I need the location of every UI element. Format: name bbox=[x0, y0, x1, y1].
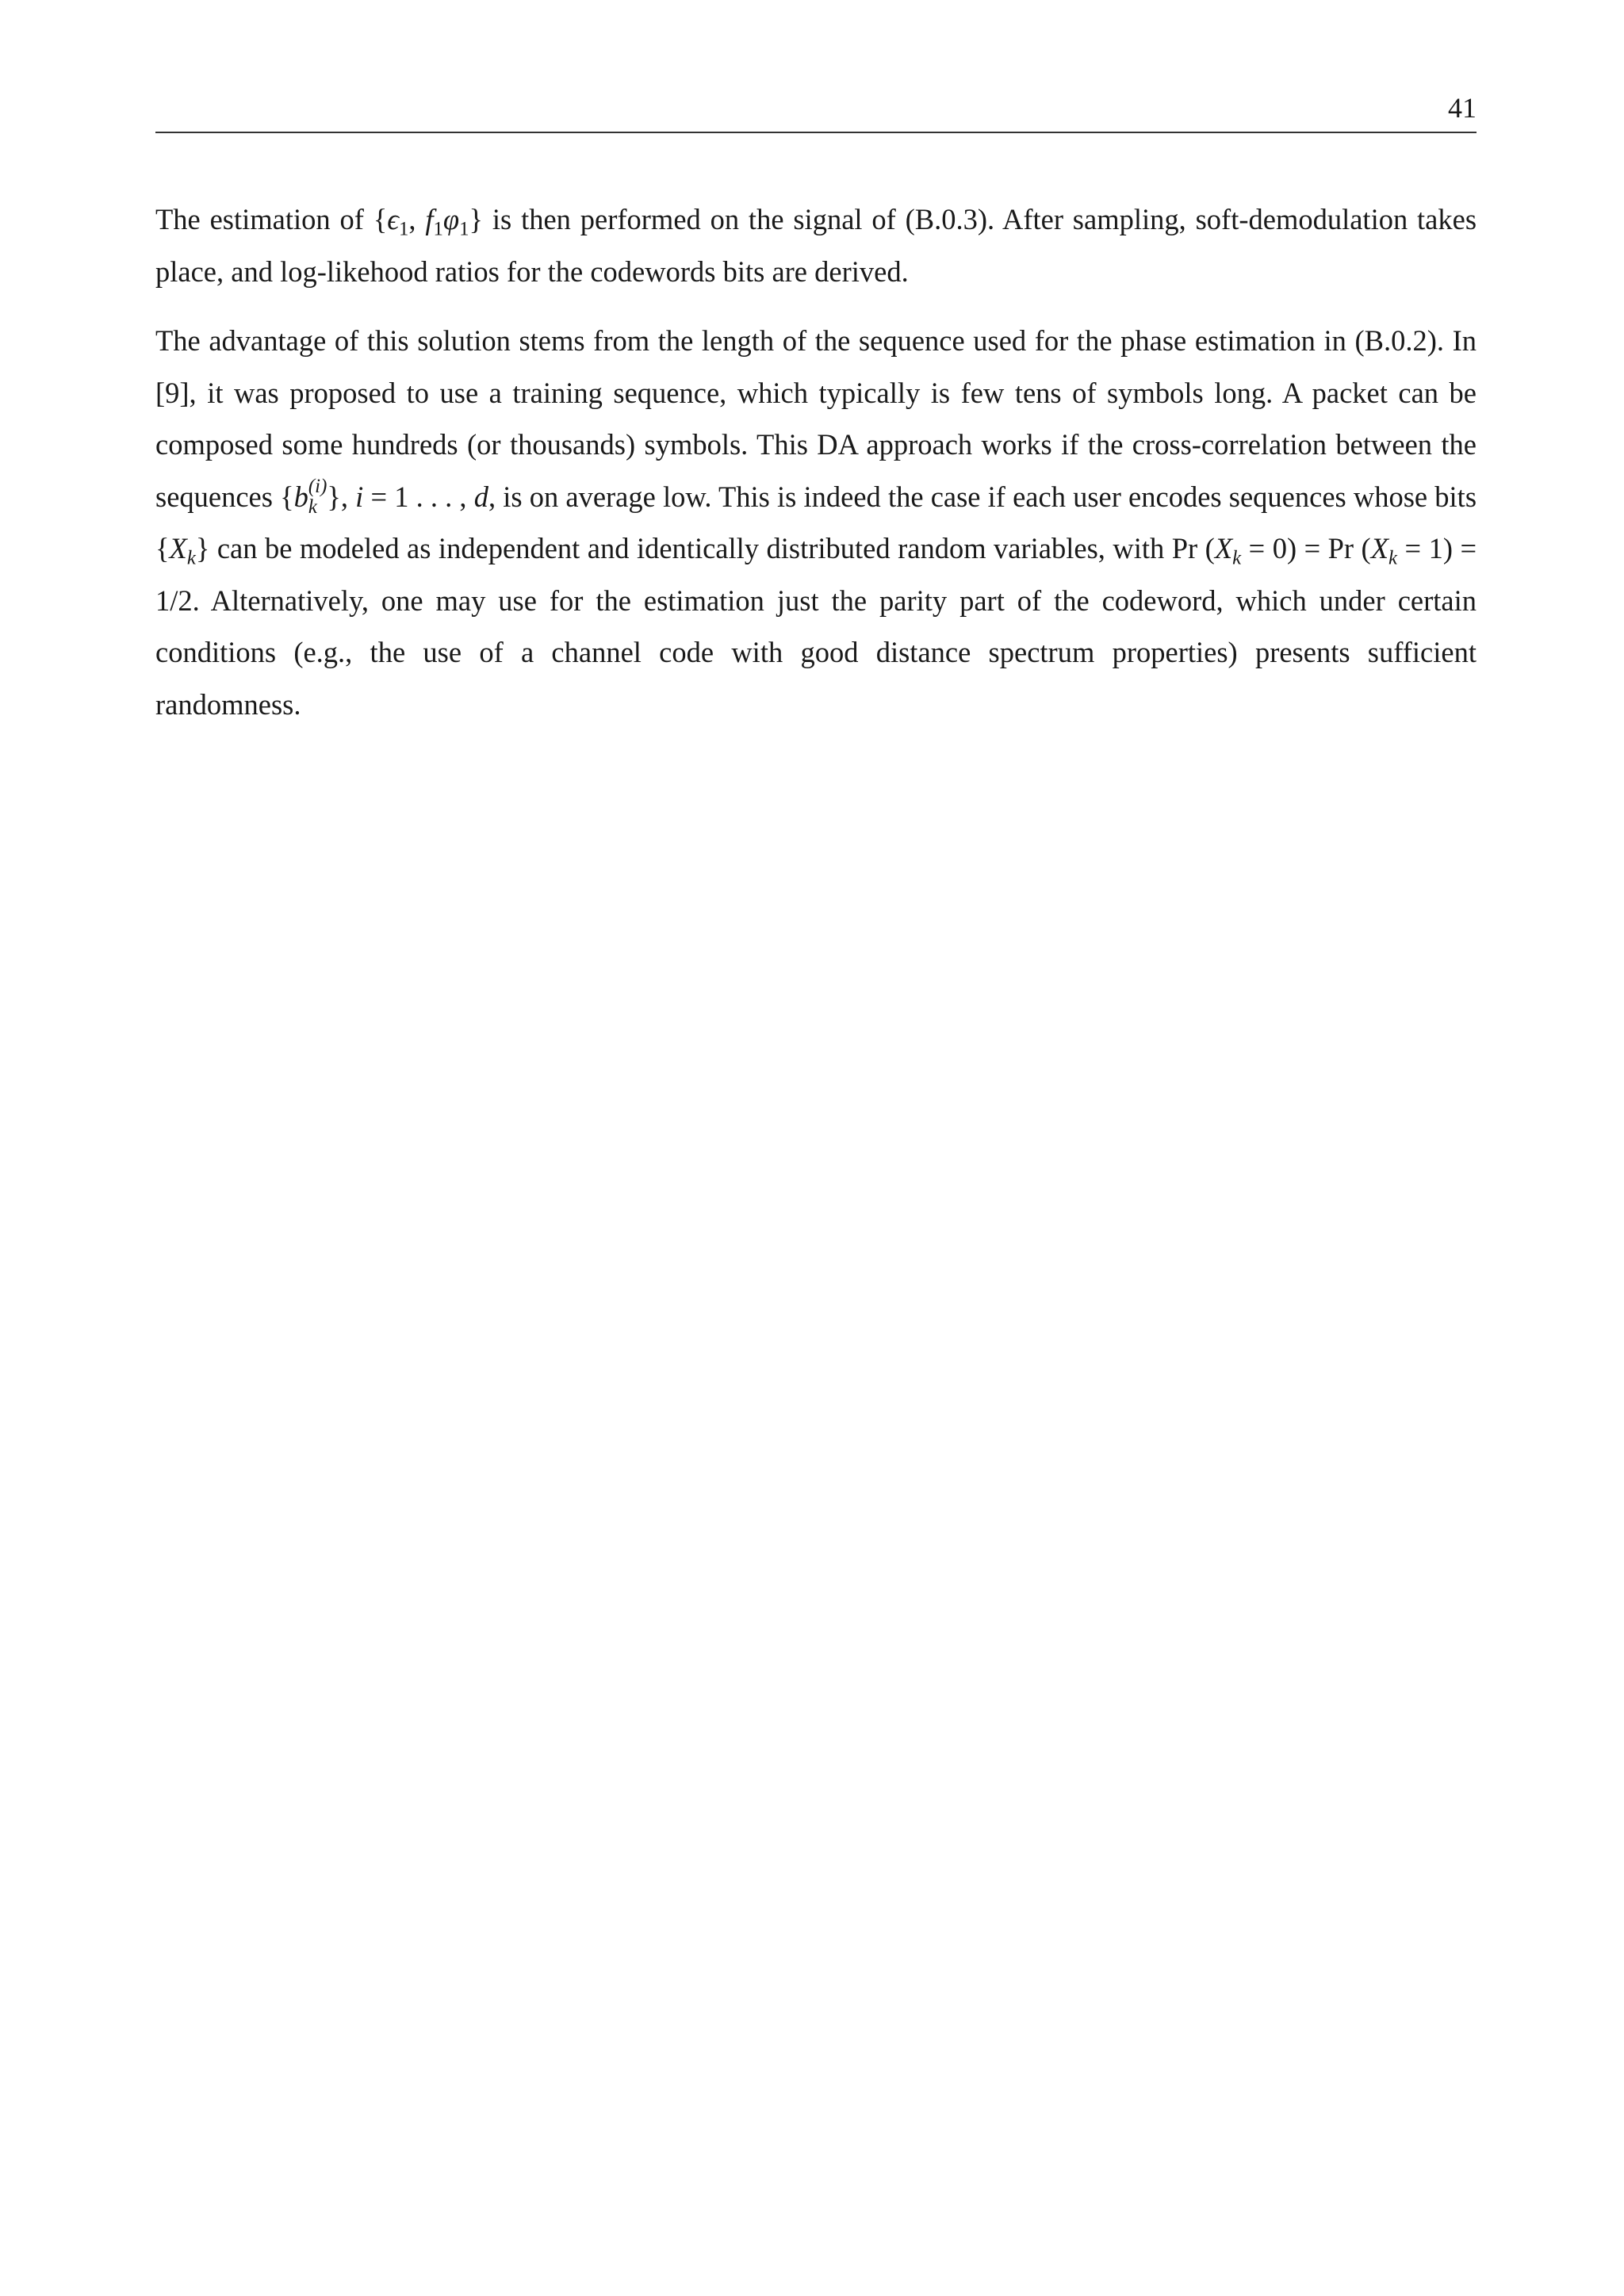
math-comma: , bbox=[408, 203, 426, 235]
math-brace-open: { bbox=[155, 532, 170, 564]
math-epsilon: ϵ bbox=[387, 203, 399, 235]
math-subscript: k bbox=[308, 496, 317, 519]
text-run: , bbox=[340, 480, 348, 513]
math-X: X bbox=[169, 532, 187, 564]
math-f: f bbox=[425, 203, 434, 235]
text-run: is then performed on the signal of (B.0.3). After sampling, soft-demodulation takes place, and log-likehood ratios for the codewords bits are derived. bbox=[155, 203, 1477, 288]
math-brace-close: } bbox=[327, 480, 341, 513]
math-sup-sub bbox=[308, 476, 327, 518]
math-brace-open: { bbox=[280, 480, 294, 513]
text-run: can be modeled as independent and identically distributed random variables, with Pr ( bbox=[216, 532, 1215, 564]
text-run: The estimation of bbox=[155, 203, 364, 235]
math-subscript: k bbox=[1232, 547, 1242, 569]
math-set bbox=[373, 203, 484, 240]
text-run: = 0) = Pr ( bbox=[1248, 532, 1371, 564]
math-X: X bbox=[1214, 532, 1233, 564]
paragraph-advantage bbox=[155, 315, 1477, 730]
math-subscript: 1 bbox=[398, 218, 409, 240]
math-bit-set bbox=[155, 532, 210, 569]
math-sequence-set bbox=[280, 476, 341, 519]
body-text bbox=[155, 193, 1477, 730]
text-run: = 1) = 1/2. Alternatively, one may use for the estimation just the parity part of the codeword, which under certain conditions (e.g., the use of a channel code with good distance spectrum properties) presents sufficient randomness. bbox=[155, 532, 1477, 721]
math-i: i bbox=[355, 480, 364, 513]
math-subscript: 1 bbox=[433, 218, 443, 240]
page-number: 41 bbox=[1448, 92, 1477, 124]
math-X: X bbox=[1370, 532, 1389, 564]
math-subscript: k bbox=[1388, 547, 1398, 569]
math-brace-open: { bbox=[373, 203, 388, 235]
text-run: = 1 . . . , bbox=[370, 480, 467, 513]
math-subscript: 1 bbox=[459, 218, 469, 240]
math-superscript: (i) bbox=[308, 476, 327, 498]
page-header bbox=[155, 89, 1477, 133]
math-brace-close: } bbox=[469, 203, 484, 235]
math-b: b bbox=[293, 480, 308, 513]
math-brace-close: } bbox=[195, 532, 210, 564]
math-d: d bbox=[473, 480, 488, 513]
math-phi: φ bbox=[442, 203, 460, 235]
text-run: , is on average low. This is indeed the case if each user encodes sequences whose bits bbox=[488, 480, 1477, 513]
paragraph-estimation bbox=[155, 193, 1477, 297]
text-run: The advantage of this solution stems from the length of the sequence used for the phase estimation in (B.0.2). In [9], it was proposed to use a training sequence, which typically is few tens of symbols long. A packet can be composed some hundreds (or thousands) symbols. This DA approach works if the cross-correlation between the sequences bbox=[155, 324, 1477, 513]
math-subscript: k bbox=[186, 547, 196, 569]
